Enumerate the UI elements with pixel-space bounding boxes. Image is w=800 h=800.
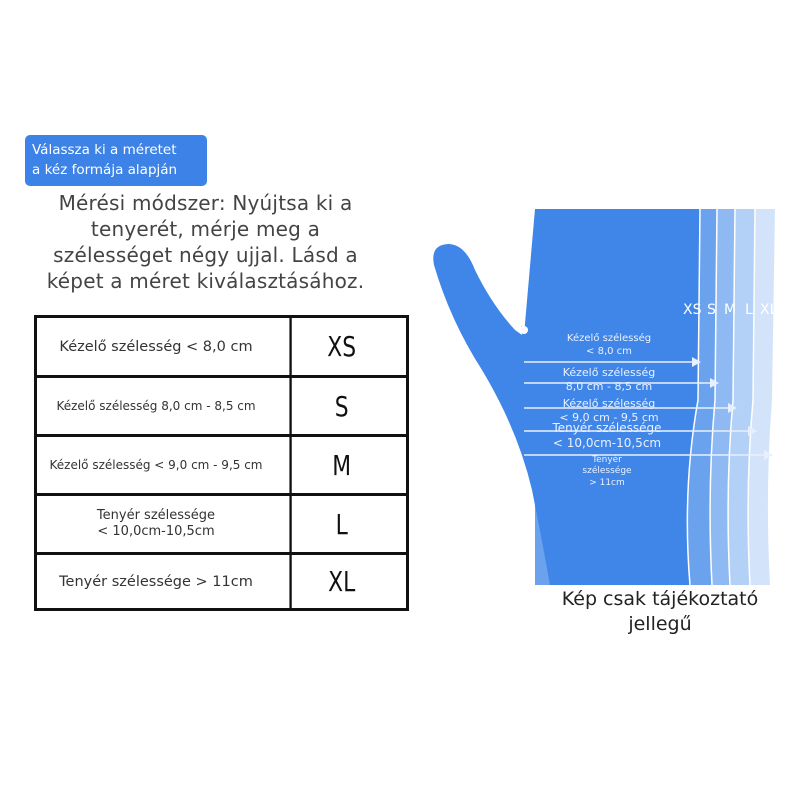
row-label: [37, 318, 275, 375]
measure-label: 8,0 cm - 8,5 cm: [565, 380, 653, 393]
measure-label: > 11cm: [589, 478, 625, 488]
note-line-1: Kép csak tájékoztató: [561, 588, 759, 610]
method-line-2: tenyerét, mérje meg a: [90, 217, 321, 241]
measure-label: Tenyér szélessége: [552, 421, 662, 435]
measure-label: Kézelő szélesség: [562, 397, 656, 410]
measure-label: < 8,0 cm: [586, 346, 632, 357]
row-size: XS: [289, 318, 391, 375]
row-label: [37, 378, 275, 434]
note-line-2: jellegű: [628, 613, 692, 635]
row-label-line: Tenyér szélessége > 11cm: [59, 573, 253, 590]
glove-size-label: M: [724, 302, 737, 318]
row-size: M: [289, 437, 391, 493]
row-size: XL: [289, 555, 391, 608]
row-label-line: Kézelő szélesség < 9,0 cm - 9,5 cm: [49, 458, 263, 472]
row-label: [37, 437, 275, 493]
size-select-badge: [25, 135, 207, 186]
disclaimer-note: [530, 587, 790, 637]
glove-size-label: XL: [760, 302, 778, 318]
table-row: [37, 375, 406, 434]
measure-label: Tenyér: [592, 455, 622, 465]
glove-size-label: S: [707, 302, 716, 318]
table-row: [37, 318, 406, 375]
glove-size-label: L: [745, 302, 753, 318]
table-row: [37, 552, 406, 608]
measure-label: szélessége: [582, 466, 632, 476]
table-row: [37, 434, 406, 493]
badge-line-1: Válassza ki a méretet: [32, 142, 177, 158]
thumb-notch: [520, 326, 528, 334]
glove-svg: [420, 200, 790, 640]
measure-label: < 10,0cm-10,5cm: [552, 436, 662, 450]
measure-label: Kézelő szélesség: [562, 366, 656, 379]
row-label-line: Tenyér szélessége: [96, 508, 216, 523]
row-label: [37, 555, 275, 608]
glove-illustration: [420, 200, 790, 640]
row-size: L: [289, 496, 391, 552]
row-size: S: [289, 378, 391, 434]
badge-line-2: a kéz formája alapján: [32, 162, 178, 178]
method-line-3: szélességet négy ujjal. Lásd a: [53, 243, 358, 267]
table-row: [37, 493, 406, 552]
measure-label: Kézelő szélesség: [566, 333, 652, 344]
row-label-line: Kézelő szélesség < 8,0 cm: [59, 338, 253, 355]
row-label-line: Kézelő szélesség 8,0 cm - 8,5 cm: [56, 399, 256, 413]
measurement-method-text: [28, 190, 383, 294]
row-label: [37, 496, 275, 552]
measure-label: < 9,0 cm - 9,5 cm: [559, 411, 659, 424]
method-line-1: Mérési módszer: Nyújtsa ki a: [58, 191, 353, 215]
glove-size-label: XS: [683, 302, 702, 318]
row-label-line: < 10,0cm-10,5cm: [97, 524, 215, 539]
size-table: [34, 315, 409, 611]
method-line-4: képet a méret kiválasztásához.: [46, 269, 365, 293]
